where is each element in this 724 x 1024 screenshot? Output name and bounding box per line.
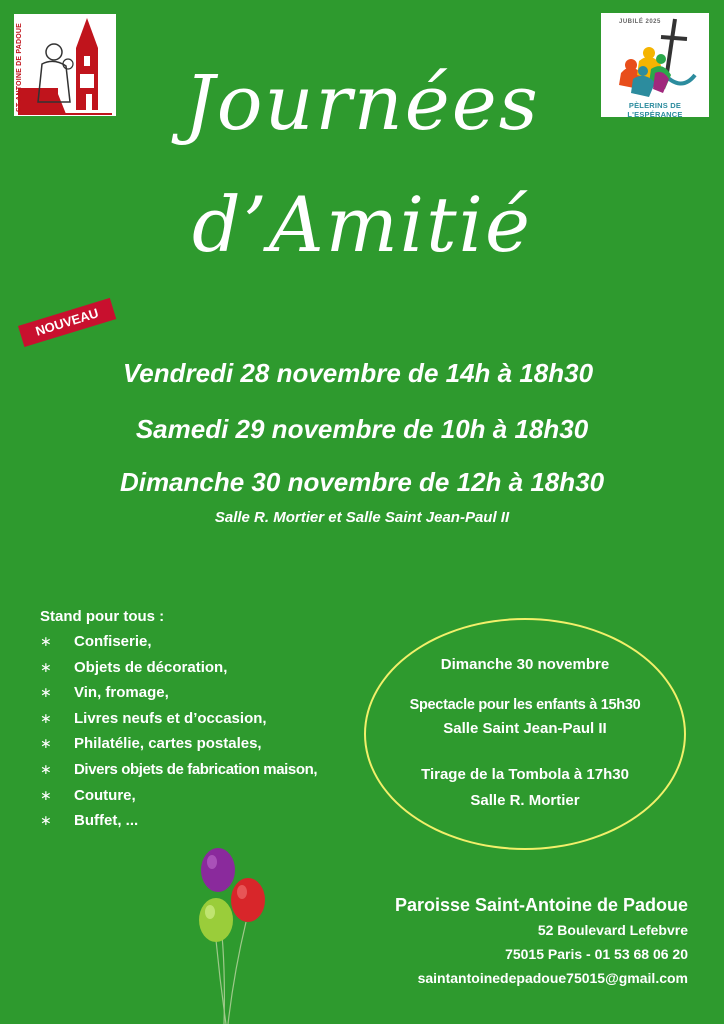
asterisk-icon: ∗ (40, 812, 52, 829)
asterisk-icon: ∗ (40, 735, 52, 752)
show-time: Spectacle pour les enfants à 15h30 (409, 697, 641, 713)
date-sunday: Dimanche 30 novembre de 12h à 18h30 (119, 467, 605, 497)
address: 52 Boulevard Lefebvre (537, 922, 688, 938)
parish-logo-text: ST ANTOINE DE PADOUE (16, 22, 23, 112)
sunday-heading: Dimanche 30 novembre (440, 656, 610, 673)
list-item: ∗ Livres neufs et d’occasion, (40, 709, 267, 727)
tombola-room: Salle R. Mortier (470, 792, 580, 809)
date-friday: Vendredi 28 novembre de 14h à 18h30 (122, 358, 594, 388)
asterisk-icon: ∗ (40, 709, 52, 726)
stand-list (40, 633, 317, 838)
tombola-time: Tirage de la Tombola à 17h30 (421, 766, 629, 783)
jubilee-logo-top-text: JUBILÉ 2025 (619, 19, 661, 25)
jubilee-logo-bottom-text: PÈLERINS DE L'ESPÉRANCE (627, 101, 683, 119)
asterisk-icon: ∗ (40, 760, 52, 777)
asterisk-icon: ∗ (40, 786, 52, 803)
title-line-1: Journées (184, 58, 540, 147)
date-saturday: Samedi 29 novembre de 10h à 18h30 (135, 414, 589, 444)
stand-title: Stand pour tous : (40, 608, 165, 625)
list-item: ∗ Philatélie, cartes postales, (40, 735, 262, 753)
parish-name: Paroisse Saint-Antoine de Padoue (394, 895, 688, 915)
list-item: ∗ Buffet, ... (40, 812, 139, 830)
venue: Salle R. Mortier et Salle Saint Jean-Paul II (214, 509, 510, 526)
list-item: ∗ Confiserie, (40, 633, 152, 650)
asterisk-icon: ∗ (40, 658, 52, 675)
city-phone: 75015 Paris - 01 53 68 06 20 (505, 946, 688, 962)
list-item: ∗ Objets de décoration, (40, 658, 228, 676)
list-item: ∗ Divers objets de fabrication maison, (40, 760, 318, 778)
asterisk-icon: ∗ (40, 633, 52, 649)
email[interactable]: saintantoinedepadoue75015@gmail.com (417, 970, 688, 986)
balloons-icon (190, 842, 280, 1024)
asterisk-icon: ∗ (40, 684, 52, 701)
list-item: ∗ Vin, fromage, (40, 684, 169, 702)
title-line-2: d’Amitié (192, 180, 532, 269)
show-room: Salle Saint Jean-Paul II (443, 720, 607, 737)
new-badge: NOUVEAU (18, 298, 116, 347)
list-item: ∗ Couture, (40, 786, 136, 804)
